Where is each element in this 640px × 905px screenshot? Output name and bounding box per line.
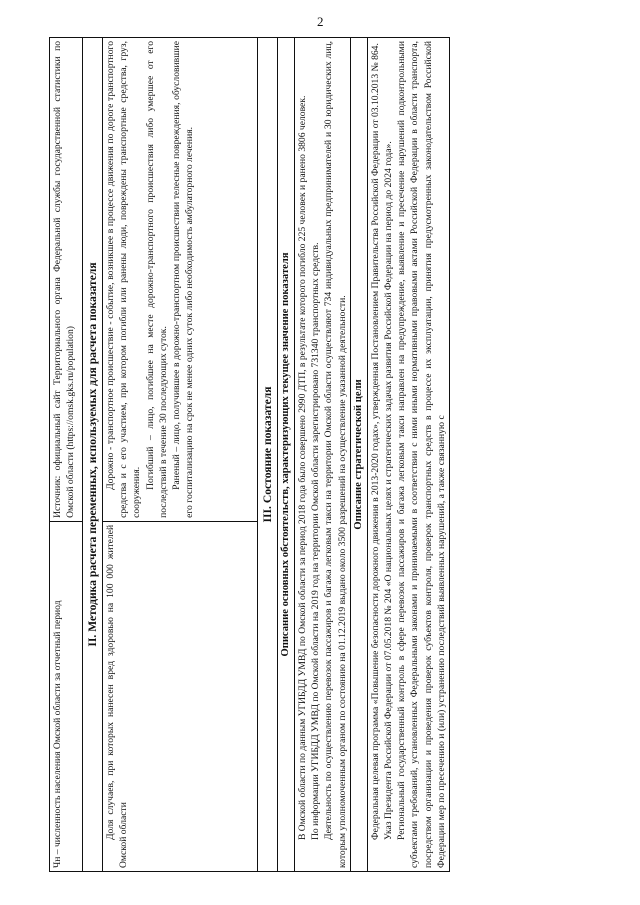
period-variable-cell: Чн – численность населения Омской области за отчетный период — [50, 521, 83, 871]
table-row — [350, 38, 367, 872]
strategic-paragraph: Указ Президента Российской Федерации от 07.05.2018 № 204 «О национальных целях и стратегических задачах развития Российской Федерации на период до 2024 года». — [383, 141, 395, 840]
section3-title: III. Состояние показателя — [258, 38, 278, 872]
state-paragraph: Деятельность по осуществлению перевозок пассажиров и багажа легковым такси на территории Омской области осуществляют 734 индивидуальных предпринимателей и 30 юридических лиц, которым уполномоченным органом по состоянию на 01.12.2019 выдано около 3500 разрешений на осуществление указанной деятельности. — [323, 41, 348, 868]
definition-injured: Раненый – лицо, получившее в дорожно-транспортном происшествии телесные повреждения, обусловившие его госпитализацию на срок не менее одних суток либо необходимость амбулаторного лечения. — [171, 41, 196, 518]
variable-name: Доля случаев, при которых нанесен вред здоровью на 100 000 жителей Омской области — [105, 524, 130, 868]
definitions-cell — [103, 38, 258, 522]
table-row — [367, 38, 449, 872]
indicator-table — [49, 37, 450, 872]
table-row — [50, 38, 83, 872]
period-source-cell: Источник: официальный сайт Территориального органа Федеральной службы государственной статистики по Омской области (https://omsk.gks.ru/population) — [50, 38, 83, 522]
table-row — [103, 38, 258, 872]
table-row — [83, 38, 103, 872]
page-number: 2 — [317, 14, 324, 29]
strategic-paragraph: Региональный государственный контроль в сфере перевозок пассажиров и багажа легковым такси направлен на предупреждение, выявление и пресечение нарушений подконтрольными субъектами требований, установленных Федеральными законами и принимаемыми в соответствии с ними иными нормативными правовыми актами Российской Федерации в области транспорта, посредством организации и проведения проверок субъектов контроля, проверок транспортных средств в процессе их эксплуатации, принятия предусмотренных законодательством Российской Федерации мер по пресечению и (или) устранению последствий выявленных нарушений, а также связанную с — [396, 41, 447, 868]
state-description-cell — [295, 38, 351, 872]
strategic-goal-title: Описание стратегической цели — [350, 38, 367, 872]
rotated-content — [49, 37, 594, 872]
state-paragraph: В Омской области по данным УГИБДД УМВД по Омской области за период 2018 года было совершено 2990 ДТП, в результате которого погибло 225 человек и ранено 3806 человек. — [297, 95, 308, 840]
strategic-paragraph: Федеральная целевая программа «Повышение безопасности дорожного движения в 2013-2020 годах», утвержденная Постановлением Правительства Российской Федерации от 03.10.2013 № 864. — [369, 43, 381, 840]
strategic-description-cell — [367, 38, 449, 872]
section3-subtitle: Описание основных обстоятельств, характеризующих текущее значение показателя — [278, 38, 295, 872]
definition-dtp: Дорожно - транспортное происшествие - событие, возникшее в процессе движения по дороге транспортного средства и с его участием, при котором погибли или ранены люди, повреждены транспортные средства, груз, сооружения. — [105, 41, 143, 518]
definition-killed: Погибший – лицо, погибшее на месте дорожно-транспортного происшествия либо умершее от его последствий в течение 30 последующих суток. — [144, 41, 169, 518]
state-paragraph: По информации УГИБДД УМВД по Омской области на 2019 год на территории Омской области зарегистрировано 731340 транспортных средств. — [310, 242, 322, 840]
table-row — [295, 38, 351, 872]
section2-title: II. Методика расчета переменных, используемых для расчета показателя — [83, 38, 103, 872]
table-row — [258, 38, 278, 872]
variable-name-cell — [103, 521, 258, 871]
table-row — [278, 38, 295, 872]
